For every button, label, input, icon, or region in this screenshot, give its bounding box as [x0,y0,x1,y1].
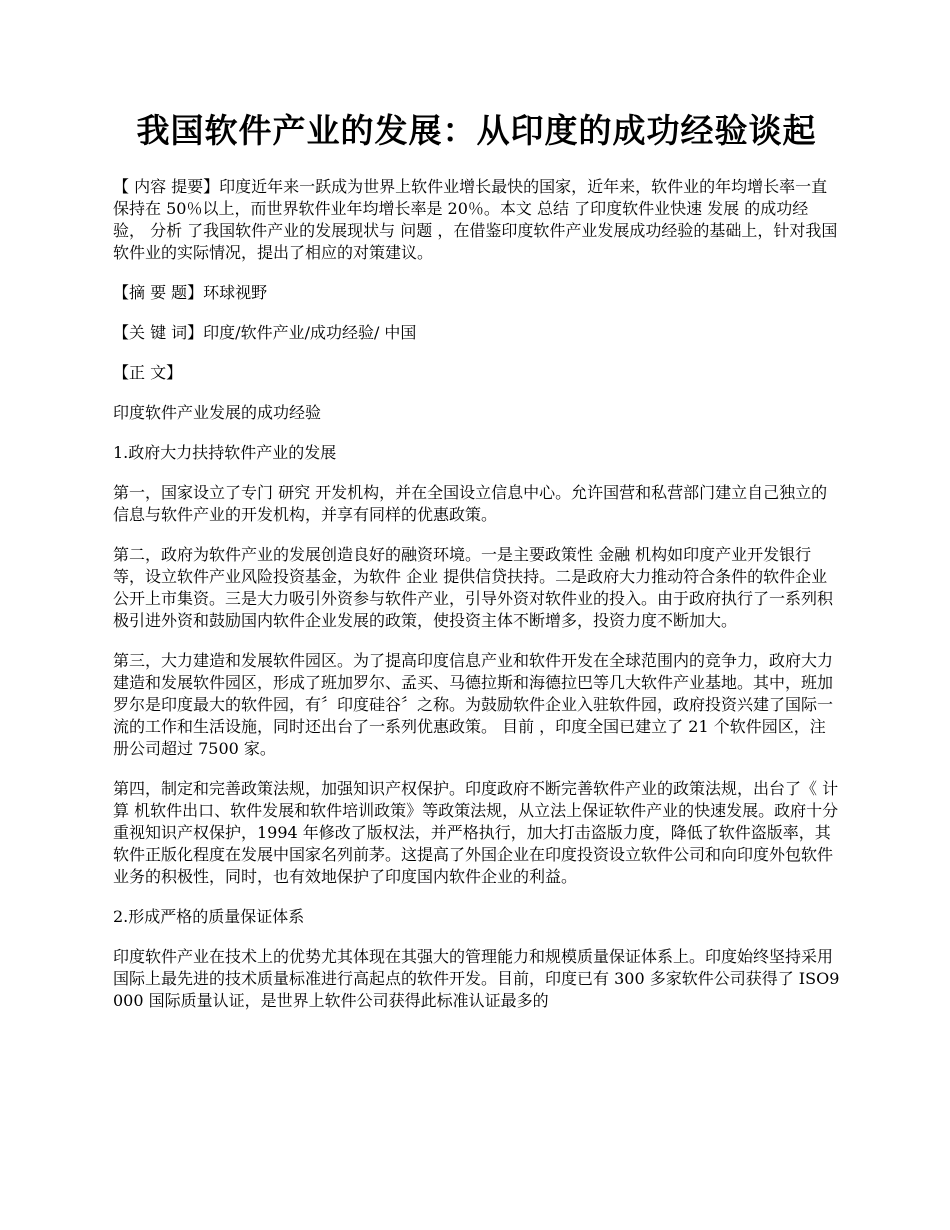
subheading-2: 2.形成严格的质量保证体系 [113,907,305,926]
document-page [113,108,840,1030]
paragraph-5: 印度软件产业在技术上的优势尤其体现在其强大的管理能力和规模质量保证体系上。印度始终坚持采用国际上最先进的技术质量标准进行高起点的软件开发。目前，印度已有 300 多家软件公司获得了 ISO9000 国际质量认证，是世界上软件公司获得此标准认证最多的 [113,947,840,1010]
abstract-paragraph: 【 内容 提要】印度近年来一跃成为世界上软件业增长最快的国家，近年来，软件业的年均增长率一直保持在 50％以上，而世界软件业年均增长率是 20％。本文 总结 了印度软件业快速 发展 的成功经验， 分析 了我国软件产业的发展现状与 问题 ，在借鉴印度软件产业发展成功经验的基础上，针对我国软件业的实际情况，提出了相应的对策建议。 [113,177,838,262]
topic-line: 【摘 要 题】环球视野 [113,283,268,302]
keywords-line: 【关 键 词】印度/软件产业/成功经验/ 中国 [113,323,417,342]
paragraph-1: 第一，国家设立了专门 研究 开发机构，并在全国设立信息中心。允许国营和私营部门建立自己独立的信息与软件产业的开发机构，并享有同样的优惠政策。 [113,483,828,524]
subheading-1: 1.政府大力扶持软件产业的发展 [113,443,337,462]
paragraph-3: 第三，大力建造和发展软件园区。为了提高印度信息产业和软件开发在全球范围内的竞争力，政府大力建造和发展软件园区，形成了班加罗尔、孟买、马德拉斯和海德拉巴等几大软件产业基地。其中，班加罗尔是印度最大的软件园，有〞印度硅谷〞之称。为鼓励软件企业入驻软件园，政府投资兴建了国际一流的工作和生活设施，同时还出台了一系列优惠政策。 目前 ，印度全国已建立了 21 个软件园区，注册公司超过 7500 家。 [113,651,834,758]
document-title: 我国软件产业的发展：从印度的成功经验谈起 [136,111,817,150]
body-label: 【正 文】 [113,363,183,382]
paragraph-4: 第四，制定和完善政策法规，加强知识产权保护。印度政府不断完善软件产业的政策法规，出台了《 计算 机软件出口、软件发展和软件培训政策》等政策法规，从立法上保证软件产业的快速发展。政府十分重视知识产权保护，1994 年修改了版权法，并严格执行，加大打击盗版力度，降低了软件盗版率，其软件正版化程度在发展中国家名列前茅。这提高了外国企业在印度投资设立软件公司和向印度外包软件业务的积极性，同时，也有效地保护了印度国内软件企业的利益。 [113,779,839,886]
section-heading: 印度软件产业发展的成功经验 [113,403,322,422]
paragraph-2: 第二，政府为软件产业的发展创造良好的融资环境。一是主要政策性 金融 机构如印度产业开发银行等，设立软件产业风险投资基金，为软件 企业 提供信贷扶持。二是政府大力推动符合条件的软件企业公开上市集资。三是大力吸引外资参与软件产业，引导外资对软件业的投入。由于政府执行了一系列积极引进外资和鼓励国内软件企业发展的政策，使投资主体不断增多，投资力度不断加大。 [113,545,834,630]
